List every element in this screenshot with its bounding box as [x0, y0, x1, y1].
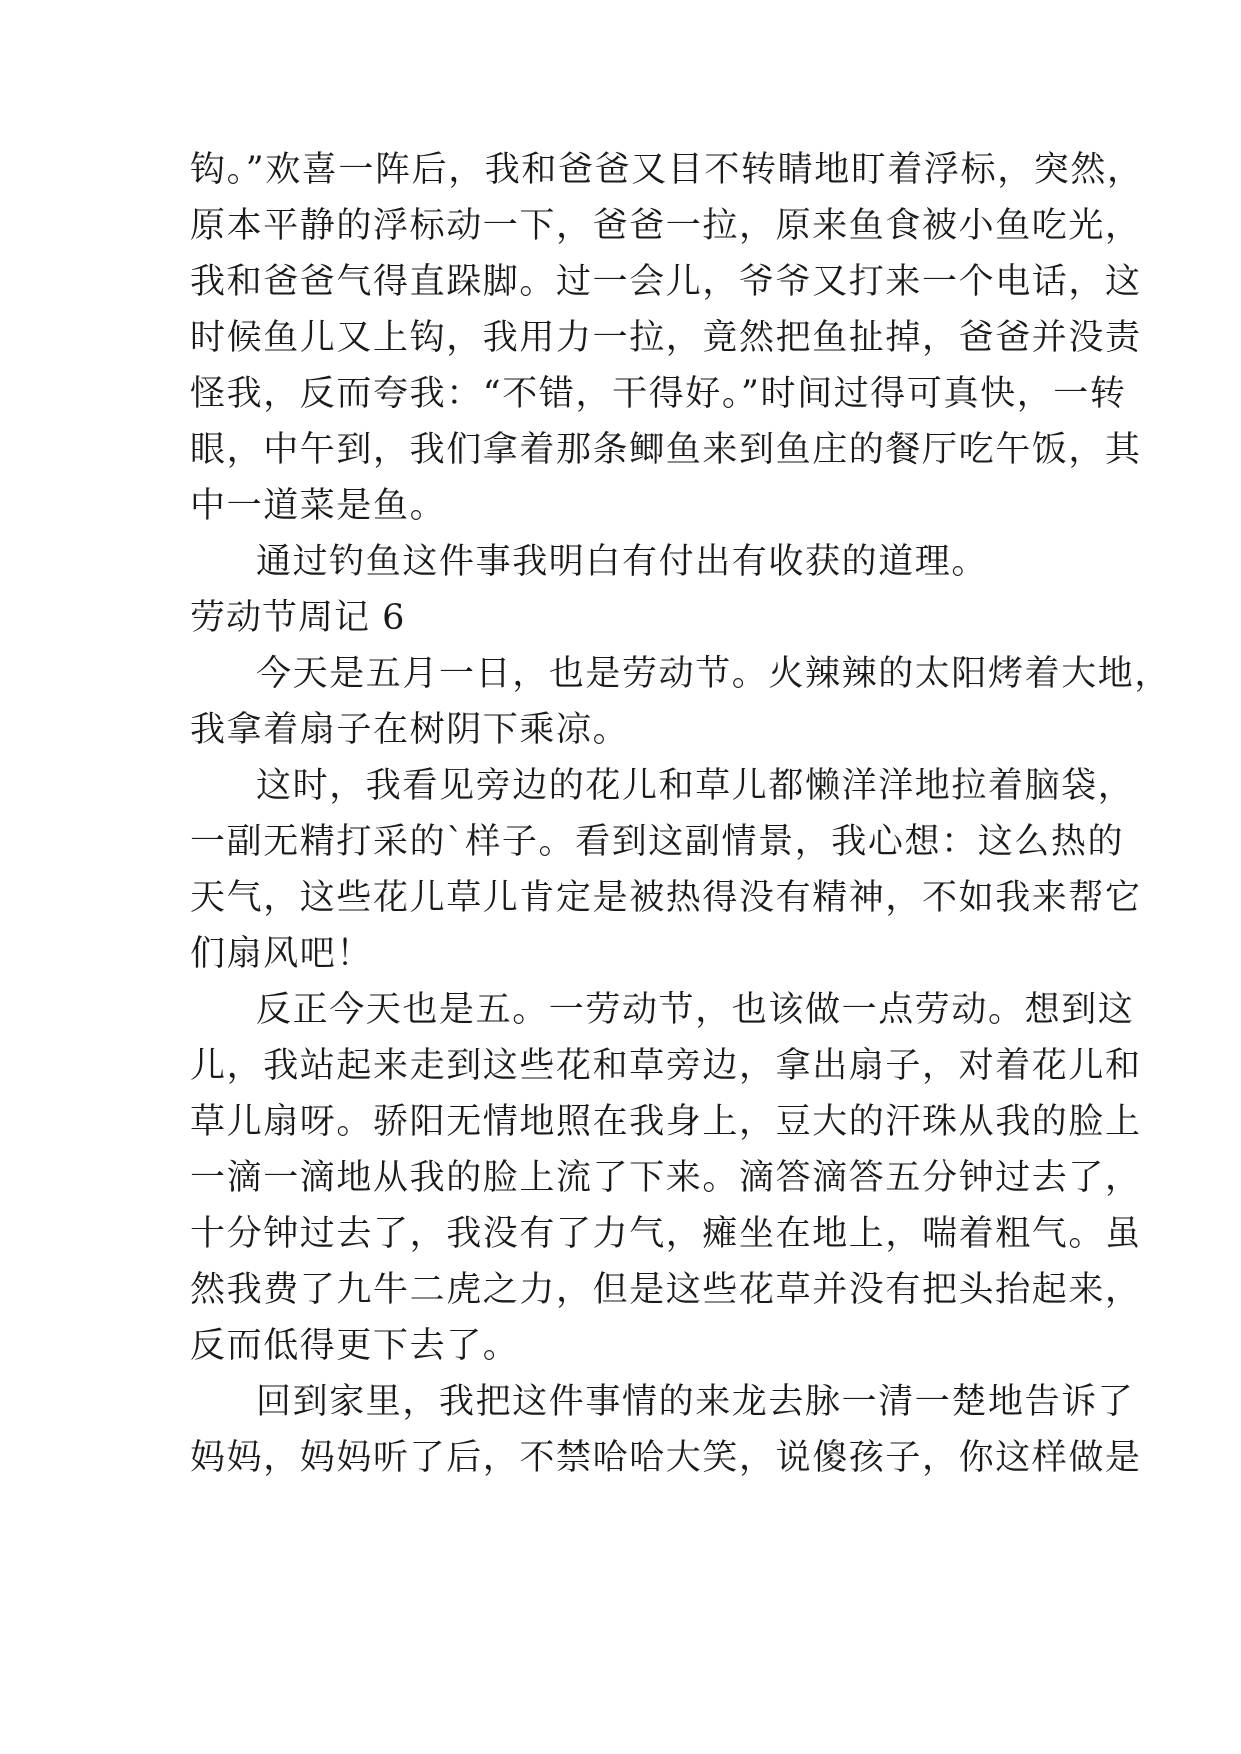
text-line: 怪我，反而夸我：“不错，干得好。”时间过得可真快，一转 [190, 374, 1127, 414]
paragraph-line: 通过钓鱼这件事我明白有付出有收获的道理。 [256, 542, 989, 582]
text-line: 一滴一滴地从我的脸上流了下来。滴答滴答五分钟过去了， [190, 1158, 1142, 1198]
text-line: 草儿扇呀。骄阳无情地照在我身上，豆大的汗珠从我的脸上 [190, 1102, 1142, 1142]
text-line: 十分钟过去了，我没有了力气，瘫坐在地上，喘着粗气。虽 [190, 1214, 1142, 1254]
section-heading: 劳动节周记 6 [190, 598, 406, 638]
text-line: 妈妈，妈妈听了后，不禁哈哈大笑，说傻孩子，你这样做是 [190, 1438, 1142, 1478]
text-line: 儿，我站起来走到这些花和草旁边，拿出扇子，对着花儿和 [190, 1046, 1142, 1086]
text-line: 眼，中午到，我们拿着那条鲫鱼来到鱼庄的餐厅吃午饭，其 [190, 430, 1142, 470]
paragraph-line: 回到家里，我把这件事情的来龙去脉一清一楚地告诉了 [256, 1382, 1135, 1422]
paragraph-line: 反正今天也是五。一劳动节，也该做一点劳动。想到这 [256, 990, 1135, 1030]
text-line: 我拿着扇子在树阴下乘凉。 [190, 710, 630, 750]
text-line: 一副无精打采的`样子。看到这副情景，我心想：这么热的 [190, 822, 1125, 862]
text-line: 中一道菜是鱼。 [190, 486, 447, 526]
text-line: 反而低得更下去了。 [190, 1326, 520, 1366]
text-line: 天气，这些花儿草儿肯定是被热得没有精神，不如我来帮它 [190, 878, 1142, 918]
text-line: 然我费了九牛二虎之力，但是这些花草并没有把头抬起来， [190, 1270, 1142, 1310]
paragraph-line: 今天是五月一日，也是劳动节。火辣辣的太阳烤着大地， [256, 654, 1172, 694]
text-line: 我和爸爸气得直跺脚。过一会儿，爷爷又打来一个电话，这 [190, 262, 1142, 302]
paragraph-line: 这时，我看见旁边的花儿和草儿都懒洋洋地拉着脑袋， [256, 766, 1135, 806]
text-line: 钩。”欢喜一阵后，我和爸爸又目不转睛地盯着浮标，突然， [190, 150, 1144, 190]
text-line: 原本平静的浮标动一下，爸爸一拉，原来鱼食被小鱼吃光， [190, 206, 1142, 246]
text-line: 们扇风吧！ [190, 934, 374, 974]
text-line: 时候鱼儿又上钩，我用力一拉，竟然把鱼扯掉，爸爸并没责 [190, 318, 1142, 358]
